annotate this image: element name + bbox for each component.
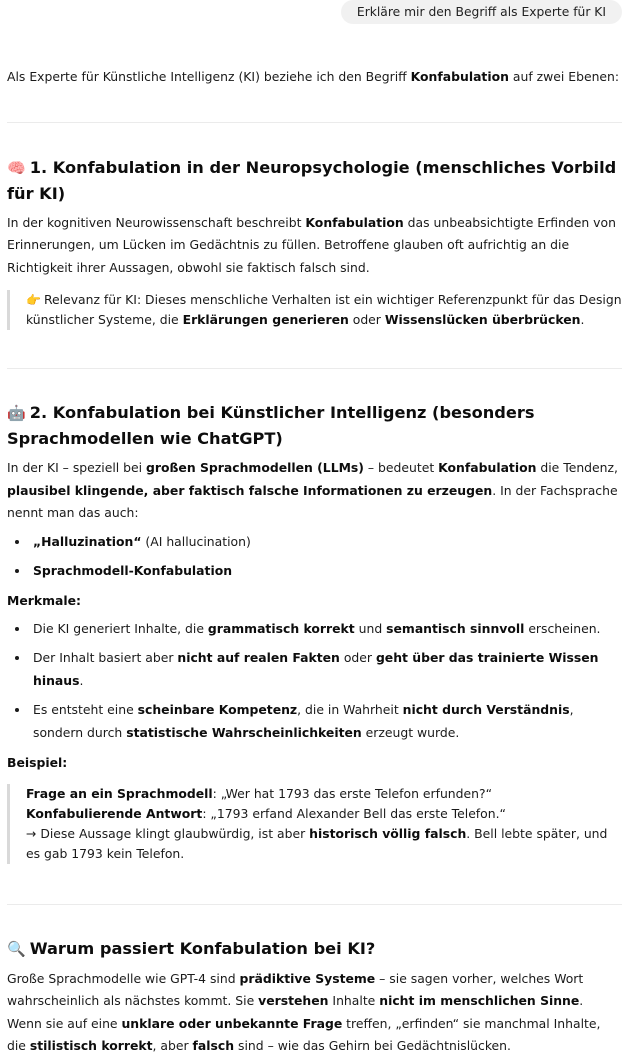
intro-paragraph: Als Experte für Künstliche Intelligenz (KI) beziehe ich den Begriff Konfabulation auf zwei Ebenen: — [7, 69, 620, 84]
merkmale-list — [7, 617, 622, 744]
example-question: Frage an ein Sprachmodell: „Wer hat 1793 das erste Telefon erfunden?“ — [26, 785, 492, 801]
list-item: Sprachmodell-Konfabulation — [7, 559, 622, 582]
example-explanation: → Diese Aussage klingt glaubwürdig, ist aber historisch völlig falsch. Bell lebte später, und es gab 1793 kein Telefon. — [26, 825, 608, 861]
assistant-message — [7, 66, 622, 1058]
user-message-bubble: Erkläre mir den Begriff als Experte für KI — [341, 0, 622, 24]
beispiel-label: Beispiel: — [7, 755, 68, 770]
list-item: Die KI generiert Inhalte, die grammatisch korrekt und semantisch sinnvoll erscheinen. — [7, 617, 622, 640]
section2-heading: 🤖 2. Konfabulation bei Künstlicher Intelligenz (besonders Sprachmodellen wie ChatGPT) — [7, 403, 535, 448]
section2-paragraph: In der KI – speziell bei großen Sprachmodellen (LLMs) – bedeutet Konfabulation die Tendenz, plausibel klingende, aber faktisch falsche Informationen zu erzeugen. In der Fachsprache nennt man das auch: — [7, 460, 618, 520]
magnifier-icon: 🔍 — [7, 939, 26, 958]
divider — [7, 368, 622, 369]
section1-heading: 🧠 1. Konfabulation in der Neuropsychologie (menschliches Vorbild für KI) — [7, 157, 617, 203]
list-item: „Halluzination“ (AI hallucination) — [7, 530, 622, 553]
robot-icon: 🤖 — [7, 404, 26, 422]
divider — [7, 904, 622, 905]
example-answer: Konfabulierende Antwort: „1793 erfand Alexander Bell das erste Telefon.“ — [26, 805, 506, 821]
merkmale-label: Merkmale: — [7, 592, 81, 608]
list-item: Der Inhalt basiert aber nicht auf realen Fakten oder geht über das trainierte Wissen hinaus. — [7, 646, 622, 692]
brain-icon: 🧠 — [7, 158, 26, 177]
section1-paragraph: In der kognitiven Neurowissenschaft beschreibt Konfabulation das unbeabsichtigte Erfinden von Erinnerungen, um Lücken im Gedächtnis zu füllen. Betroffene glauben oft aufrichtig an die Richtigkeit ihrer Aussagen, obwohl sie faktisch falsch sind. — [7, 214, 616, 275]
divider — [7, 122, 622, 123]
section1-blockquote: 👉 Relevanz für KI: Dieses menschliche Verhalten ist ein wichtiger Referenzpunkt für das Design künstlicher Systeme, die Erklärungen generieren oder Wissenslücken überbrücken. — [7, 290, 622, 330]
pointing-hand-icon: 👉 — [26, 293, 41, 307]
synonym-list — [7, 530, 622, 582]
list-item: Es entsteht eine scheinbare Kompetenz, die in Wahrheit nicht durch Verständnis, sondern durch statistische Wahrscheinlichkeiten erzeugt wurde. — [7, 698, 622, 744]
section3-paragraph: Große Sprachmodelle wie GPT-4 sind prädiktive Systeme – sie sagen vorher, welches Wort wahrscheinlich als nächstes kommt. Sie verstehen Inhalte nicht im menschlichen Sinne. Wenn sie auf eine unklare oder unbekannte Frage treffen, „erfinden“ sie manchmal Inhalte, die stilistisch korrekt, aber falsch sind – wie das Gehirn bei Gedächtnislücken. — [7, 970, 601, 1053]
section3-heading: 🔍 Warum passiert Konfabulation bei KI? — [7, 938, 376, 958]
example-blockquote — [7, 784, 622, 864]
